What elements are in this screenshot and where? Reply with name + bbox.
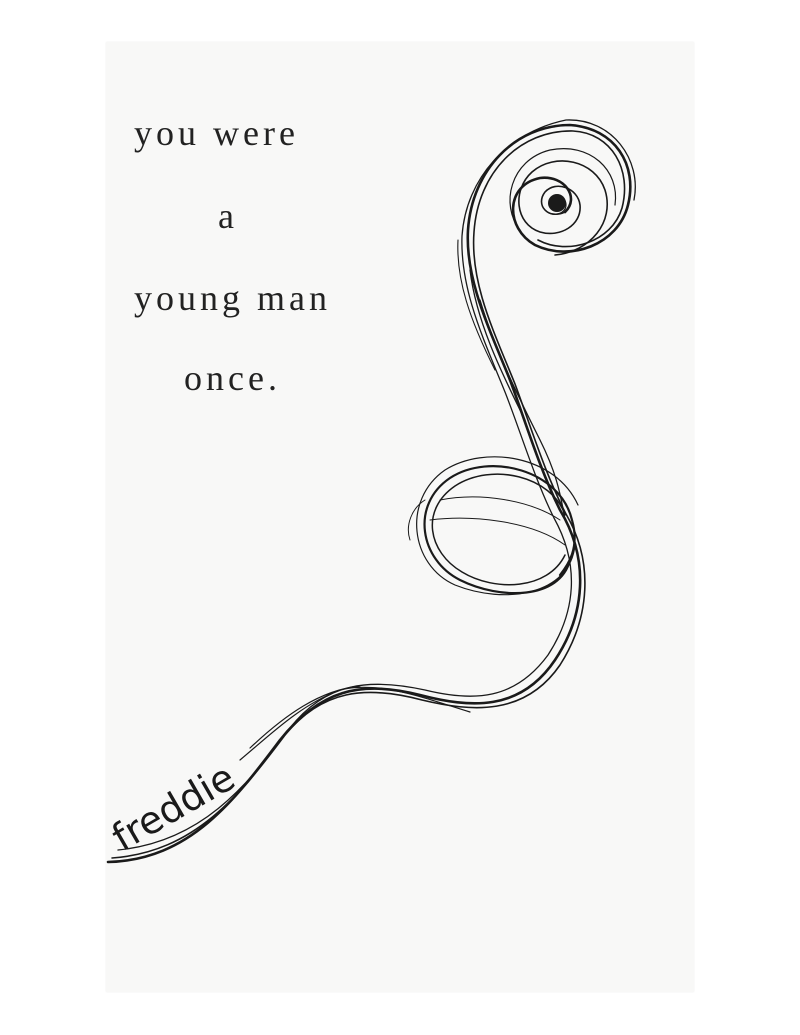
poem-line-2: a bbox=[218, 196, 238, 236]
poem-line-4: once. bbox=[184, 358, 281, 398]
loop-stroke bbox=[417, 457, 578, 595]
poem-line-3: young man bbox=[134, 278, 331, 318]
loop-stroke bbox=[432, 474, 565, 585]
spiral-center bbox=[548, 194, 566, 212]
signature-freddie: freddie bbox=[104, 754, 243, 860]
poem-line-1: you were bbox=[134, 113, 299, 153]
vine-stroke bbox=[112, 131, 625, 858]
loop-stroke bbox=[430, 497, 565, 545]
vine-stroke bbox=[108, 125, 630, 862]
